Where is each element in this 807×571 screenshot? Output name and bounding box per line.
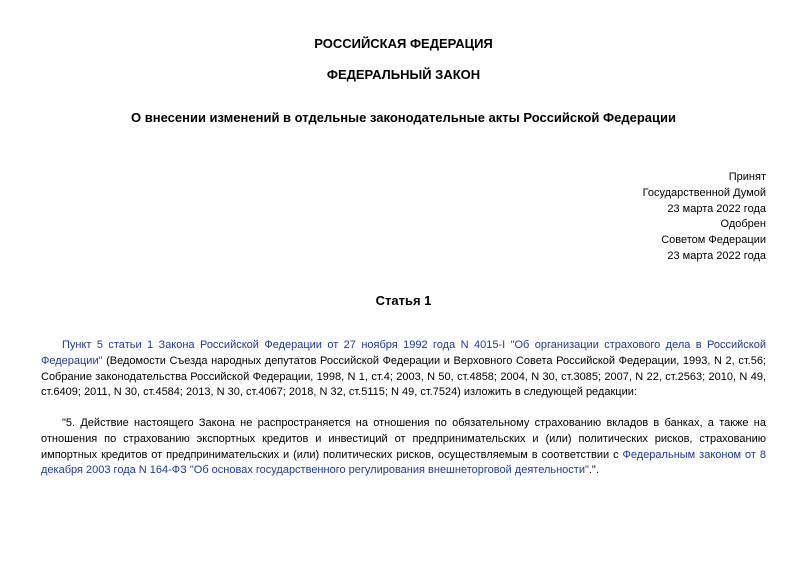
- document-type-heading: ФЕДЕРАЛЬНЫЙ ЗАКОН: [326, 67, 481, 82]
- law-164-fz-link[interactable]: Федеральным законом от 8 декабря 2003 года N 164-ФЗ "Об основах государственного регулирования внешнеторговой деятельности": [41, 448, 766, 477]
- paragraph-text: (Ведомости Съезда народных депутатов Российской Федерации и Верховного Совета Российской Федерации, 1993, N 2, ст.56; Собрание законодательства Российской Федерации, 1998, N 1, ст.4; 2003, N 50, ст.4858; 2004, N 30, ст.3085; 2007, N 22, ст.2563; 2010, N 49, ст.6409; 2011, N 30, ст.4584; 2013, N 30, ст.4067; 2018, N 32, ст.5115; N 49, ст.7524) изложить в следующей редакции:: [41, 354, 766, 399]
- law-title: О внесении изменений в отдельные законодательные акты Российской Федерации: [131, 110, 676, 125]
- adoption-line: 23 марта 2022 года: [667, 249, 766, 262]
- adoption-line: Принят: [728, 171, 766, 183]
- article-paragraph-2: [41, 416, 766, 479]
- country-heading: РОССИЙСКАЯ ФЕДЕРАЦИЯ: [314, 36, 493, 51]
- adoption-line: Одобрен: [720, 218, 766, 231]
- adoption-line: Советом Федерации: [661, 234, 766, 247]
- paragraph-text-end: .".: [588, 464, 599, 477]
- article-heading: Статья 1: [375, 293, 432, 308]
- adoption-line: 23 марта 2022 года: [667, 202, 766, 215]
- paragraph-text: "5. Действие настоящего Закона не распространяется на отношения по обязательному страхованию вкладов в банках, а также на отношения по страхованию экспортных кредитов и инвестиций от предпринимательских и (или) политических рисков, страхованию импортных кредитов от предпринимательских и (или) политических рисков, осуществляемым в соответствии с: [41, 417, 766, 461]
- adoption-line: Государственной Думой: [642, 186, 766, 199]
- article-paragraph-1: [41, 338, 766, 401]
- adoption-block: [643, 170, 766, 265]
- law-4015-link[interactable]: Пункт 5 статьи 1 Закона Российской Федерации от 27 ноября 1992 года N 4015-I "Об организации страхового дела в Российской Федерации": [41, 339, 766, 367]
